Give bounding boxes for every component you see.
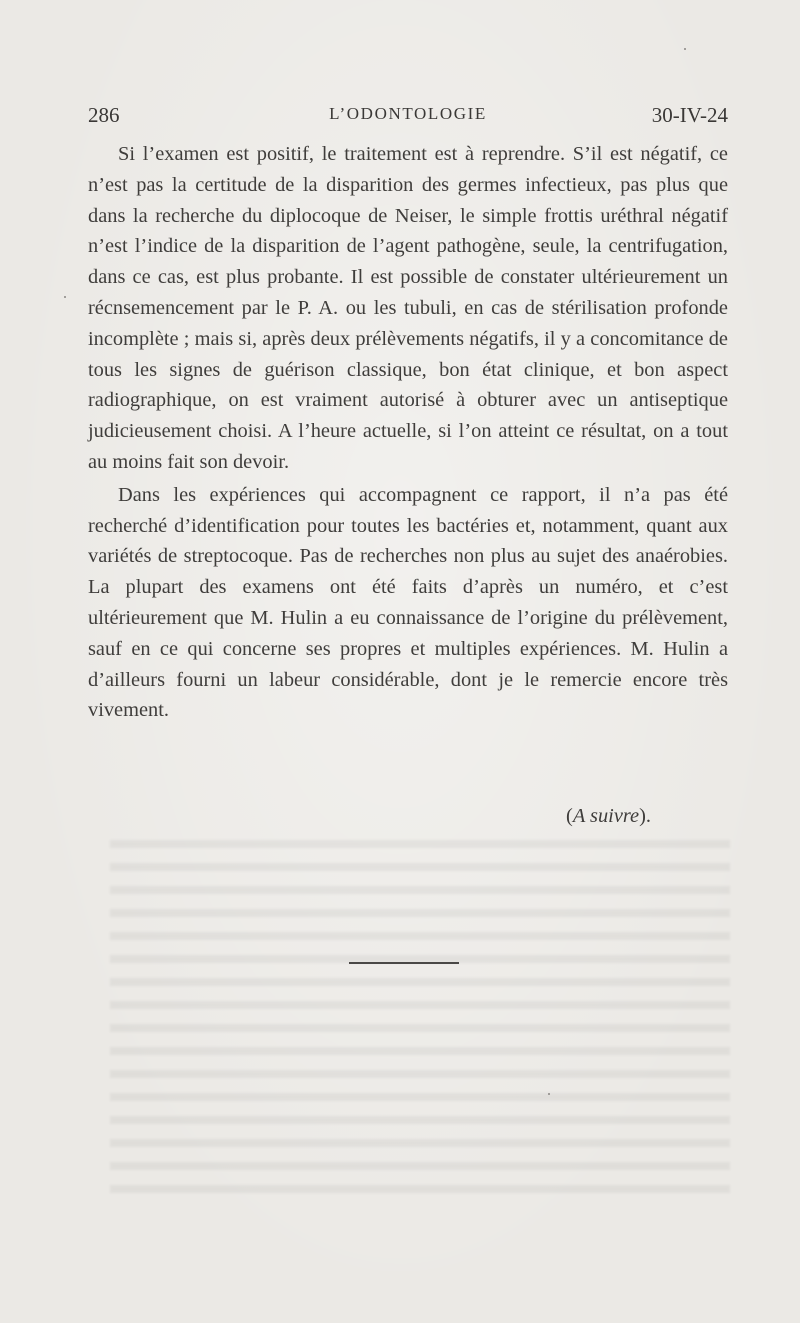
running-header <box>88 103 728 129</box>
to-be-continued-note <box>88 805 651 828</box>
page-number: 286 <box>88 103 120 127</box>
continuation-close: ). <box>639 805 651 827</box>
paper-speck <box>64 296 66 298</box>
show-through-texture <box>110 840 730 1200</box>
continuation-text: A suivre <box>572 805 640 827</box>
continuation-open: ( <box>566 805 573 827</box>
paper-speck <box>684 48 686 50</box>
journal-title: L’ODONTOLOGIE <box>329 104 487 123</box>
section-divider-rule <box>349 962 459 964</box>
paragraph-1: Si l’examen est positif, le traitement est à reprendre. S’il est négatif, ce n’est pas la certitude de la disparition des germes infectieux, pas plus que dans la recherche du diplocoque de Neiser, le simple frottis uréthral négatif n’est l’indice de la disparition de l’agent pathogène, seule, la centrifugation, dans ce cas, est plus probante. Il est possible de constater ultérieurement un récnsemencement par le P. A. ou les tubuli, en cas de stérilisation profonde incomplète ; mais si, après deux prélèvements négatifs, il y a concomitance de tous les signes de guérison classique, bon état clinique, et bon aspect radiographique, on est vraiment autorisé à obturer avec un antiseptique judicieusement choisi. A l’heure actuelle, si l’on atteint ce résultat, on a tout au moins fait son devoir. <box>88 143 728 473</box>
article-body <box>88 139 728 726</box>
issue-date: 30-IV-24 <box>651 103 728 127</box>
paragraph-2: Dans les expériences qui accompagnent ce rapport, il n’a pas été recherché d’identification pour toutes les bactéries et, notamment, quant aux variétés de streptocoque. Pas de recherches non plus au sujet des anaérobies. La plupart des examens ont été faits d’après un numéro, et c’est ultérieurement que M. Hulin a eu connaissance de l’origine du prélèvement, sauf en ce qui concerne ses propres et multiples expériences. M. Hulin a d’ailleurs fourni un labeur considérable, dont je le remercie encore très vivement. <box>88 483 728 722</box>
paper-speck <box>548 1093 550 1095</box>
